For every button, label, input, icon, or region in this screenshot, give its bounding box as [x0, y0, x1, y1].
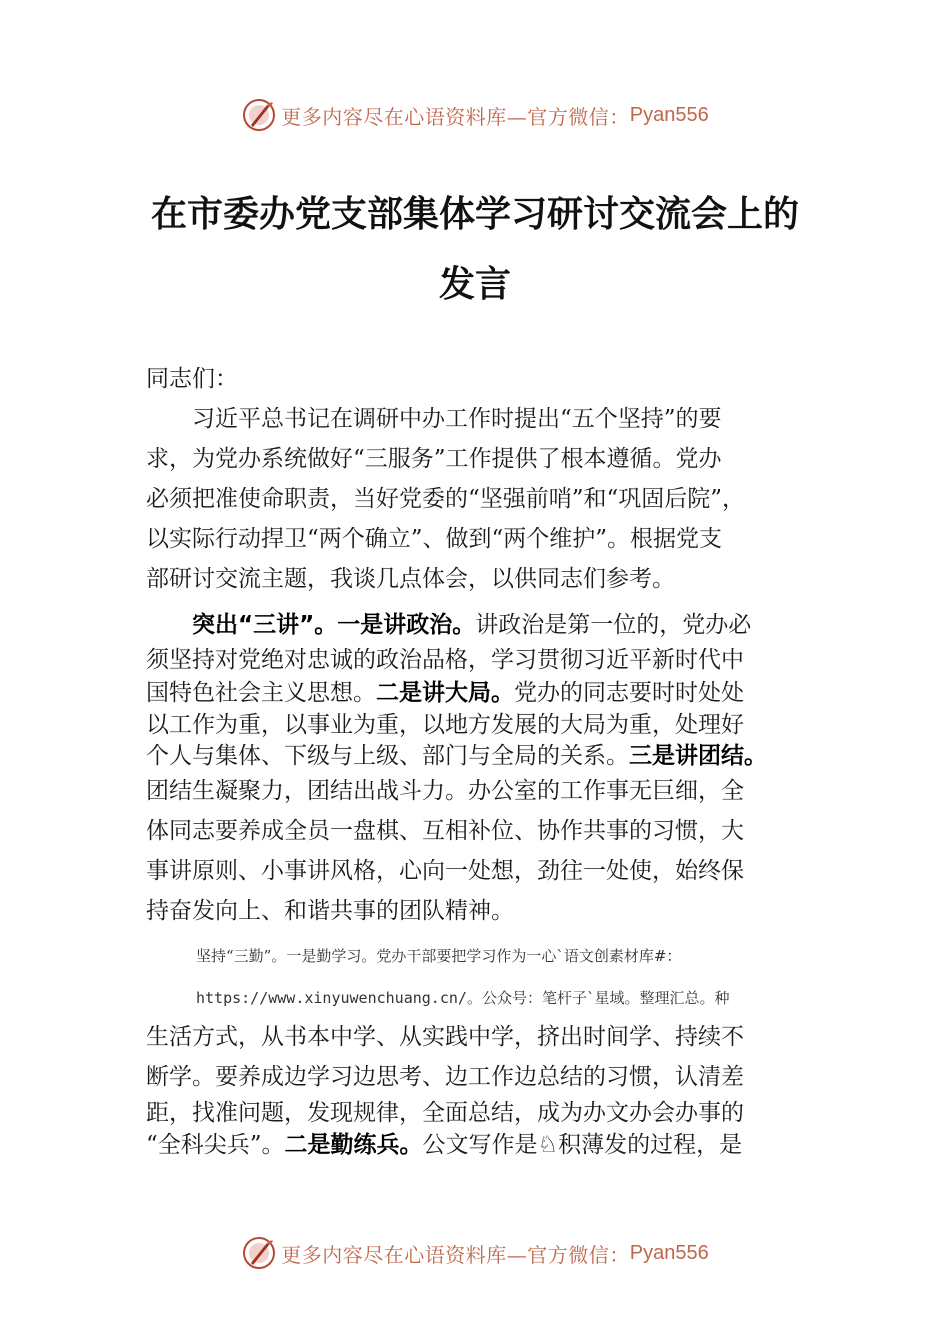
text-run: 公文写作是♘积薄发的过程，是 — [422, 1132, 743, 1158]
section2-line: 生活方式，从书本中学、从实践中学，挤出时间学、持续不 — [146, 1024, 744, 1050]
section1-line: 团结生凝聚力，团结出战斗力。办公室的工作事无巨细，全 — [146, 778, 744, 804]
banner-text: 更多内容尽在心语资料库—官方微信： — [281, 1242, 630, 1267]
footer-watermark-banner — [0, 1233, 950, 1273]
banner-text: 更多内容尽在心语资料库—官方微信： — [281, 104, 630, 129]
text-run: “全科尖兵”。 — [146, 1132, 285, 1158]
url-text: https://www.xinyuwenchuang.cn/ — [196, 989, 467, 1007]
text-run: 。公众号：笔杆子`星域。整理汇总。种 — [466, 989, 730, 1007]
intro-line: 以实际行动捍卫“两个确立”、做到“两个维护”。根据党支 — [146, 526, 723, 552]
section1-line: 须坚持对党绝对忠诚的政治品格，学习贯彻习近平新时代中 — [146, 647, 744, 673]
document-title-line-1: 在市委办党支部集体学习研讨交流会上的 — [150, 193, 799, 235]
section1-heading: 突出“三讲”。一是讲政治。 — [192, 612, 476, 638]
section1-line: 持奋发向上、和谐共事的团队精神。 — [146, 898, 514, 924]
bold-run: 二是勤练兵。 — [284, 1132, 423, 1158]
document-title-line-2: 发言 — [438, 263, 511, 305]
text-run: 个人与集体、下级与上级、部门与全局的关系。 — [146, 743, 629, 769]
intro-line: 必须把准使命职责，当好党委的“坚强前哨”和“巩固后院”， — [146, 486, 746, 512]
bold-run: 二是讲大局。 — [376, 680, 514, 706]
text-run: 党办的同志要时时处处 — [514, 680, 744, 706]
section1-line — [146, 674, 816, 707]
text-run: 国特色社会主义思想。 — [146, 680, 376, 706]
section1-line: 以工作为重，以事业为重，以地方发展的大局为重，处理好 — [146, 712, 744, 738]
section1-line — [146, 737, 816, 770]
intro-line: 部研讨交流主题，我谈几点体会，以供同志们参考。 — [146, 566, 675, 592]
quill-logo-icon — [241, 97, 277, 133]
intro-line: 求，为党办系统做好“三服务”工作提供了根本遵循。党办 — [146, 446, 722, 472]
section1-line: 体同志要养成全员一盘棋、互相补位、协作共事的习惯，大 — [146, 818, 744, 844]
section2-small-line — [196, 987, 816, 1008]
section2-small-line: 坚持“三勤”。一是勤学习。党办干部要把学习作为一心`语文创素材库#： — [196, 947, 682, 965]
section2-line — [146, 1126, 816, 1159]
salutation: 同志们： — [146, 366, 238, 392]
section1-line: 事讲原则、小事讲风格，心向一处想，劲往一处使，始终保 — [146, 858, 744, 884]
section2-line: 距，找准问题，发现规律，全面总结，成为办文办会办事的 — [146, 1100, 744, 1126]
banner-wechat-id: Pyan556 — [629, 103, 709, 126]
section1-line — [146, 606, 816, 639]
bold-run: 三是讲团结。 — [629, 743, 767, 769]
quill-logo-icon — [241, 1235, 277, 1271]
intro-line: 习近平总书记在调研中办工作时提出“五个坚持”的要 — [146, 406, 722, 432]
text-run: 讲政治是第一位的，党办必 — [475, 612, 752, 638]
header-watermark-banner — [0, 95, 950, 135]
banner-wechat-id: Pyan556 — [629, 1241, 709, 1264]
section2-line: 断学。要养成边学习边思考、边工作边总结的习惯，认清差 — [146, 1064, 744, 1090]
